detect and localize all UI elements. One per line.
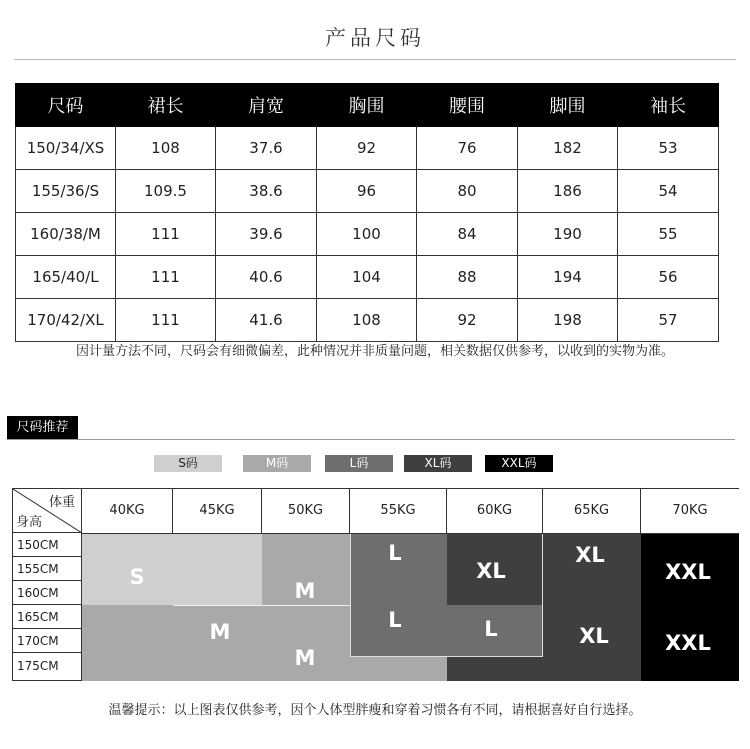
header-hem: 脚围	[518, 84, 618, 127]
size-table-header	[16, 84, 719, 127]
table-cell: 80	[417, 170, 518, 213]
table-row	[16, 127, 719, 170]
table-cell: 182	[518, 127, 618, 170]
table-cell: 111	[116, 299, 216, 342]
table-cell: 38.6	[216, 170, 317, 213]
size-table	[15, 83, 719, 342]
size-recommend-grid	[12, 488, 739, 681]
region-label-m: M	[294, 579, 316, 603]
grid-corner	[13, 489, 82, 533]
header-length: 裙长	[116, 84, 216, 127]
weight-header: 65KG	[543, 489, 641, 533]
region-label-l: L	[388, 541, 402, 565]
legend-s: S码	[154, 455, 222, 472]
legend-l: L码	[325, 455, 393, 472]
table-cell: 111	[116, 213, 216, 256]
weight-header: 60KG	[447, 489, 543, 533]
legend-xxl: XXL码	[485, 455, 553, 472]
region-s	[82, 533, 262, 605]
table-cell: 39.6	[216, 213, 317, 256]
region-label-xl: XL	[575, 543, 605, 567]
table-cell: 56	[618, 256, 719, 299]
header-waist: 腰围	[417, 84, 518, 127]
header-sleeve: 袖长	[618, 84, 719, 127]
legend-m: M码	[243, 455, 311, 472]
region-label-xl: XL	[476, 559, 506, 583]
table-cell: 165/40/L	[16, 256, 116, 299]
table-cell: 96	[317, 170, 417, 213]
region-label-xxl: XXL	[665, 560, 711, 584]
weight-header: 40KG	[82, 489, 173, 533]
table-cell: 155/36/S	[16, 170, 116, 213]
table-cell: 40.6	[216, 256, 317, 299]
table-row	[16, 256, 719, 299]
table-cell: 76	[417, 127, 518, 170]
region-label-s: S	[129, 565, 145, 589]
height-label: 150CM	[13, 533, 82, 557]
tip-note: 温馨提示：以上图表仅供参考，因个人体型胖瘦和穿着习惯各有不同，请根据喜好自行选择。	[108, 703, 642, 718]
table-cell: 190	[518, 213, 618, 256]
table-cell: 170/42/XL	[16, 299, 116, 342]
region-label-m: M	[294, 646, 316, 670]
weight-header: 45KG	[173, 489, 262, 533]
corner-height-label: 身高	[16, 515, 43, 530]
table-cell: 92	[317, 127, 417, 170]
table-cell: 194	[518, 256, 618, 299]
weight-header: 50KG	[262, 489, 350, 533]
table-cell: 160/38/M	[16, 213, 116, 256]
region-xl	[447, 657, 543, 681]
header-size: 尺码	[16, 84, 116, 127]
table-cell: 55	[618, 213, 719, 256]
boundary-line	[350, 533, 543, 657]
table-cell: 37.6	[216, 127, 317, 170]
table-cell: 54	[618, 170, 719, 213]
table-row	[16, 170, 719, 213]
table-cell: 109.5	[116, 170, 216, 213]
height-label: 170CM	[13, 629, 82, 653]
height-label: 165CM	[13, 605, 82, 629]
title-divider	[14, 59, 736, 60]
region-m	[350, 657, 447, 681]
weight-header: 55KG	[350, 489, 447, 533]
page-title: 产品尺码	[325, 26, 425, 50]
table-cell: 57	[618, 299, 719, 342]
region-label-m: M	[209, 620, 231, 644]
table-row	[16, 213, 719, 256]
region-label-xxl: XXL	[665, 631, 711, 655]
table-cell: 108	[116, 127, 216, 170]
table-cell: 111	[116, 256, 216, 299]
table-cell: 41.6	[216, 299, 317, 342]
table-row	[16, 299, 719, 342]
boundary-line	[173, 605, 350, 606]
height-label: 155CM	[13, 557, 82, 581]
table-cell: 53	[618, 127, 719, 170]
region-label-l: L	[388, 608, 402, 632]
table-cell: 88	[417, 256, 518, 299]
table-cell: 100	[317, 213, 417, 256]
height-label: 160CM	[13, 581, 82, 605]
section-divider	[7, 439, 735, 440]
corner-weight-label: 体重	[48, 495, 75, 510]
height-label: 175CM	[13, 653, 82, 680]
region-xxl	[641, 533, 739, 681]
header-bust: 胸围	[317, 84, 417, 127]
table-cell: 92	[417, 299, 518, 342]
table-cell: 186	[518, 170, 618, 213]
table-cell: 104	[317, 256, 417, 299]
measurement-note: 因计量方法不同，尺码会有细微偏差，此种情况并非质量问题，相关数据仅供参考，以收到的实物为准。	[75, 344, 674, 359]
table-cell: 150/34/XS	[16, 127, 116, 170]
weight-header: 70KG	[641, 489, 739, 533]
region-label-l: L	[484, 617, 498, 641]
legend-xl: XL码	[404, 455, 472, 472]
table-cell: 108	[317, 299, 417, 342]
table-cell: 84	[417, 213, 518, 256]
region-label-xl: XL	[579, 624, 609, 648]
table-cell: 198	[518, 299, 618, 342]
size-recommend-tag: 尺码推荐	[7, 416, 78, 440]
header-shoulder: 肩宽	[216, 84, 317, 127]
header-divider	[82, 533, 739, 534]
